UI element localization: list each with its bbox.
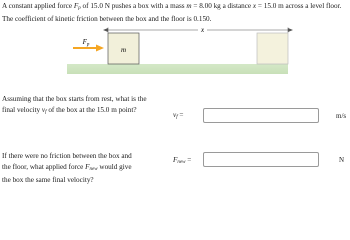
distance-label: x <box>200 26 205 34</box>
final-velocity-label: $v_f$ = <box>173 111 184 120</box>
final-velocity-input[interactable] <box>203 108 319 123</box>
box-final <box>257 33 288 64</box>
force-label: $F_p$ <box>82 38 90 48</box>
new-force-input[interactable] <box>203 152 319 167</box>
question-2-text: If there were no friction between the box and the floor, what applied force $F_{new}$ would give the box the same final velocity? <box>2 152 132 185</box>
question-1-text: Assuming that the box starts from rest, what is the final velocity $v_f$ of the box at the 15.0 m point? <box>2 95 147 115</box>
new-force-label: $F_{new}$ = <box>173 156 192 165</box>
floor <box>67 64 288 74</box>
new-force-unit: N <box>339 156 345 164</box>
problem-statement: A constant applied force $F_p$ of 15.0 N pushes a box with a mass m = 8.00 kg a distance x = 15.0 m across a level floor. The coefficient of kinetic friction between the box and the floor is 0.150. <box>2 2 342 23</box>
mass-label: m <box>120 46 127 54</box>
final-velocity-unit: m/s <box>336 112 347 120</box>
